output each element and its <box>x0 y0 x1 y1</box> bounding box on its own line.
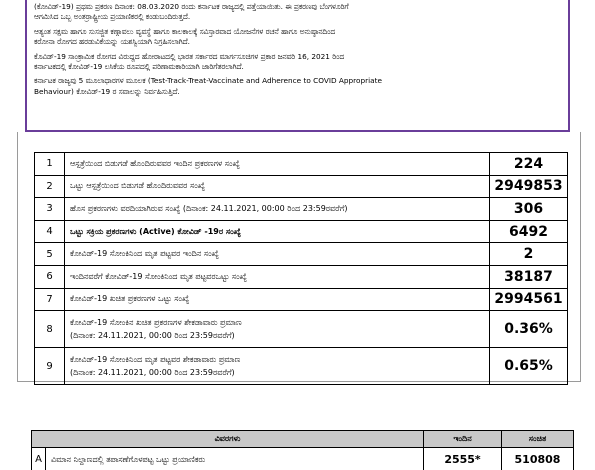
table-row <box>35 348 568 385</box>
row-value: 38187 <box>490 265 568 288</box>
row-description: ಕೋವಿಡ್‌-19 ಸೋಂಕಿನಿಂದ ಮೃತ ಪಟ್ಟವರ ಇಂದಿನ ಸಂಖ್ಯೆ <box>65 243 490 266</box>
row-description: ಇಂದಿನವರೆಗೆ ಕೋವಿಡ್‌-19 ಸೋಂಕಿನಿಂದ ಮೃತ ಪಟ್ಟವರಒಟ್ಟು ಸಂಖ್ಯೆ <box>65 265 490 288</box>
header-cumulative: ಸಂಚಿತ <box>502 431 574 448</box>
row-value: 306 <box>490 198 568 221</box>
intro-line: ಕರೋನಾ ರೋಗದ ಹರಡುವಿಕೆಯನ್ನು ಯಶಸ್ವಿಯಾಗಿ ನಿಗ್ರಹಿಸಲಾಗಿದೆ. <box>34 37 190 47</box>
row-description-main: ಕೋವಿಡ್‌-19 ಸೋಂಕಿನಿಂದ ಮೃತ ಪಟ್ಟವರ ಶೇಕಡಾವಾರು ಪ್ರಮಾಣ <box>70 354 241 364</box>
table-row <box>35 153 568 176</box>
row-description: ವಿಮಾನ ನಿಲ್ದಾಣದಲ್ಲಿ ತಪಾಸಣೆಗೊಳಪಟ್ಟ ಒಟ್ಟು ಪ್ರಯಾಣಿಕರು <box>46 448 424 470</box>
header-details: ವಿವರಗಳು <box>32 431 424 448</box>
header-today: ಇಂದಿನ <box>424 431 502 448</box>
table-row <box>35 198 568 221</box>
intro-line: (ಕೋವಿಡ್‌-19) ಪ್ರಥಮ ಪ್ರಕರಣ ದಿನಾಂಕ: 08.03.2020 ರಂದು ಕರ್ನಾಟಕ ರಾಜ್ಯದಲ್ಲಿ ಪತ್ತೆಯಾಯಿತು. ಈ ಪ್ರಕರಣವು ಬೆಂಗಳೂರಿಗೆ <box>34 2 349 11</box>
row-value: 2994561 <box>490 288 568 311</box>
row-value: 2949853 <box>490 175 568 198</box>
row-number: 7 <box>35 288 65 311</box>
table-row <box>35 220 568 243</box>
intro-line: ಕರ್ನಾಟಕ ರಾಜ್ಯವು 5 ಮೂಲಾಧಾರಗಳ ಮೂಲಕ (Test-Track-Treat-Vaccinate and Adherence to COVID Appropriate <box>34 76 382 86</box>
table-row <box>35 243 568 266</box>
table-header-row <box>32 431 574 448</box>
row-description: ಆಸ್ಪತ್ರೆಯಿಂದ ಬಿಡುಗಡೆ ಹೊಂದಿರುವವರ ಇಂದಿನ ಪ್ರಕರಣಗಳ ಸಂಖ್ಯೆ <box>65 153 490 176</box>
row-description <box>65 348 490 385</box>
table-row <box>35 311 568 348</box>
row-value: 2 <box>490 243 568 266</box>
stats-table <box>34 152 568 385</box>
row-description <box>65 311 490 348</box>
row-letter: A <box>32 448 46 470</box>
intro-line: ಆಗಮಿಸಿದ ಒಬ್ಬ ಅಂತರ್ರಾಷ್ಟ್ರೀಯ ಪ್ರಯಾಣಿಕರಲ್ಲಿ ಕಂಡುಬಂದಿರುತ್ತದೆ. <box>34 12 191 22</box>
intro-line: Behaviour) ಕೋವಿಡ್‌-19 ರ ಸವಾಲನ್ನು ನಿರ್ವಹಿಸುತ್ತಿದೆ. <box>34 86 180 96</box>
row-number: 9 <box>35 348 65 385</box>
table-row <box>35 175 568 198</box>
details-table <box>31 430 574 470</box>
row-value: 224 <box>490 153 568 176</box>
row-value: 0.36% <box>490 311 568 348</box>
row-description: ಒಟ್ಟು ಆಸ್ಪತ್ರೆಯಿಂದ ಬಿಡುಗಡೆ ಹೊಂದಿರುವವರ ಸಂಖ್ಯೆ <box>65 175 490 198</box>
row-value: 0.65% <box>490 348 568 385</box>
intro-line: ಕರ್ನಾಟಕದಲ್ಲಿ ಕೋವಿಡ್‌-19 ಲಸಿಕೆಯ ರೂಪದಲ್ಲಿ ಪರಿಣಾಮಕಾರಿಯಾಗಿ ಜಾರಿಗೆತರಲಾಗಿದೆ. <box>34 62 244 72</box>
intro-line: ಕೊವಿಡ್‌-19 ಸಾಂಕ್ರಾಮಿಕ ರೋಗದ ವಿರುದ್ದದ ಹೋರಾಟದಲ್ಲಿ ಭಾರತ ಸರ್ಕಾರದ ಮಾರ್ಗಸೂಚಿಗಳ ಪ್ರಕಾರ ಜನವರಿ 16, 2021 ರಿಂದ <box>34 51 345 61</box>
table-row <box>35 265 568 288</box>
row-number: 1 <box>35 153 65 176</box>
row-number: 2 <box>35 175 65 198</box>
row-description: ಹೊಸ ಪ್ರಕರಣಗಳು ವರದಿಯಾಗಿರುವ ಸಂಖ್ಯೆ (ದಿನಾಂಕ: 24.11.2021, 00:00 ರಿಂದ 23:59ರವರೆಗೆ) <box>65 198 490 221</box>
row-number: 5 <box>35 243 65 266</box>
table-row <box>32 448 574 470</box>
row-number: 6 <box>35 265 65 288</box>
row-description: ಕೋವಿಡ್‌-19 ಖಚಿತ ಪ್ರಕರಣಗಳ ಒಟ್ಟು ಸಂಖ್ಯೆ <box>65 288 490 311</box>
row-description: ಒಟ್ಟು ಸಕ್ರಿಯ ಪ್ರಕರಣಗಳು (Active) ಕೋವಿಡ್‌ -19ರ ಸಂಖ್ಯೆ <box>65 220 490 243</box>
table-row <box>35 288 568 311</box>
row-description-date: (ದಿನಾಂಕ: 24.11.2021, 00:00 ರಿಂದ 23:59ರವರೆಗೆ) <box>70 367 235 377</box>
intro-line: ಆತ್ಯಂತ ಸಕ್ಷಮ ಹಾಗೂ ಸುಸಜ್ಜಿತ ಕಣ್ಗಾವಲು ವ್ಯವಸ್ಥೆ ಹಾಗೂ ಕಾಲಕಾಲಕ್ಕೆ ಸವಿಸ್ತಾರವಾದ ಯೋಜನೆಗಳ ರಚನೆ ಹಾಗೂ ಅನುಷ್ಠಾನದಿಂದ <box>34 26 336 36</box>
row-number: 8 <box>35 311 65 348</box>
intro-box <box>25 0 570 132</box>
row-cumulative-value: 510808 <box>502 448 574 470</box>
row-value: 6492 <box>490 220 568 243</box>
row-number: 4 <box>35 220 65 243</box>
row-today-value: 2555* <box>424 448 502 470</box>
row-description-date: (ದಿನಾಂಕ: 24.11.2021, 00:00 ರಿಂದ 23:59ರವರೆಗೆ) <box>70 330 235 340</box>
row-number: 3 <box>35 198 65 221</box>
row-description-main: ಕೋವಿಡ್‌-19 ಸೋಂಕಿನ ಖಚಿತ ಪ್ರಕರಣಗಳ ಶೇಕಡಾವಾರು ಪ್ರಮಾಣ <box>70 317 242 327</box>
